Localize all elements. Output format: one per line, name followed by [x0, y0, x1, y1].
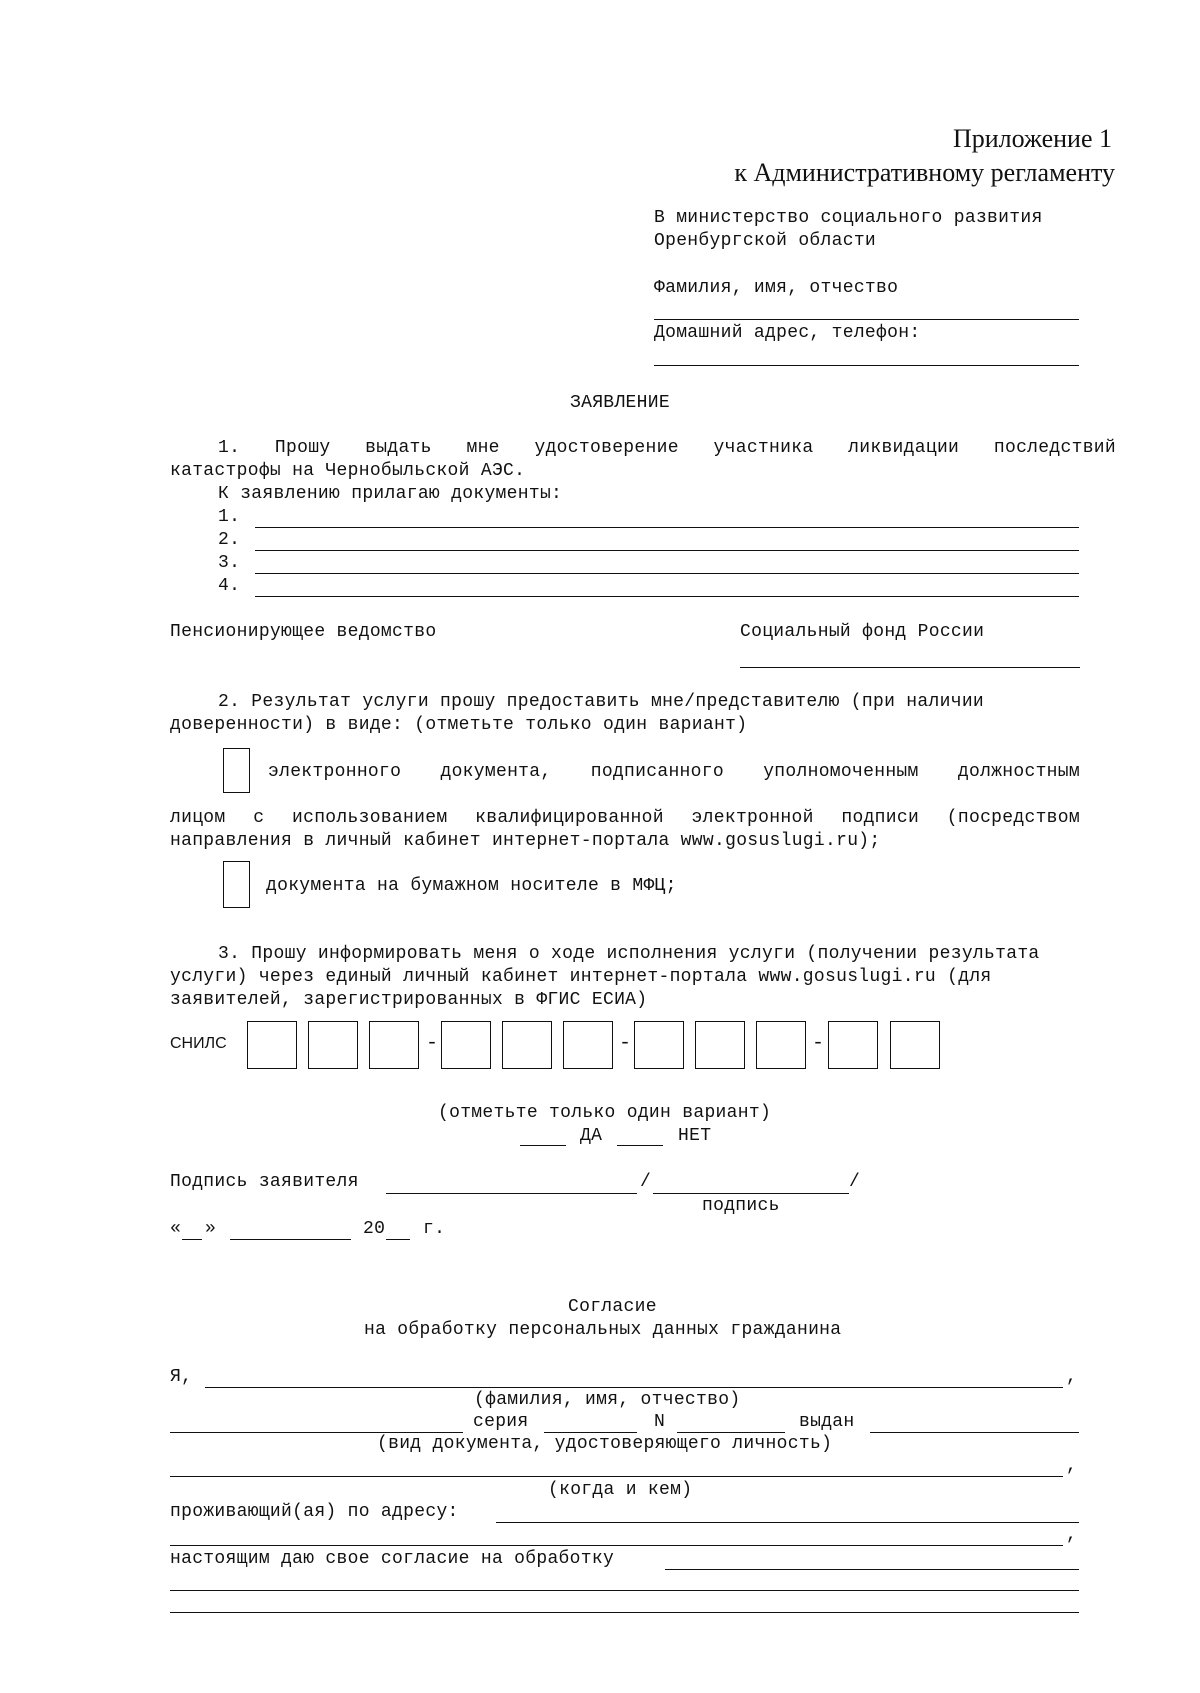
- home-address-line[interactable]: [654, 365, 1079, 366]
- doc-number-4: 4.: [218, 576, 241, 596]
- consent-issued-line[interactable]: [870, 1432, 1079, 1433]
- pension-label: Пенсионирующее ведомство: [170, 622, 437, 642]
- date-close-quote: »: [205, 1219, 217, 1239]
- date-year-suffix: г.: [423, 1219, 446, 1239]
- consent-address-comma: ,: [1066, 1525, 1078, 1545]
- electronic-doc-checkbox[interactable]: [223, 748, 250, 793]
- option-electronic-line1: электронного документа, подписанного уполномоченным должностным: [268, 762, 1080, 782]
- snils-separator-3: -: [812, 1032, 825, 1055]
- option-paper: документа на бумажном носителе в МФЦ;: [266, 876, 677, 896]
- appendix-number: Приложение 1: [952, 124, 1112, 153]
- snils-digit-8[interactable]: [695, 1021, 745, 1069]
- doc-line-4[interactable]: [255, 596, 1079, 597]
- no-option: НЕТ: [678, 1126, 712, 1146]
- paper-doc-checkbox[interactable]: [223, 861, 250, 908]
- fio-line[interactable]: [654, 319, 1079, 320]
- appendix-reference: к Административному регламенту: [734, 158, 1115, 187]
- consent-address-line-1[interactable]: [496, 1522, 1079, 1523]
- home-address-label: Домашний адрес, телефон:: [654, 323, 921, 343]
- item2-line1: 2. Результат услуги прошу предоставить мне/представителю (при наличии: [218, 692, 985, 712]
- consent-when-line[interactable]: [170, 1476, 1063, 1477]
- consent-address-label: проживающий(ая) по адресу:: [170, 1502, 459, 1522]
- consent-processing-line-1[interactable]: [665, 1569, 1079, 1570]
- doc-line-1[interactable]: [255, 527, 1079, 528]
- item3-line1: 3. Прошу информировать меня о ходе исполнения услуги (получении результата: [218, 944, 1040, 964]
- snils-digit-7[interactable]: [634, 1021, 684, 1069]
- consent-doc-caption: (вид документа, удостоверяющего личность): [377, 1434, 833, 1454]
- snils-digit-9[interactable]: [756, 1021, 806, 1069]
- item1-line2: катастрофы на Чернобыльской АЭС.: [170, 461, 526, 481]
- no-line[interactable]: [617, 1145, 663, 1146]
- doc-number-2: 2.: [218, 530, 241, 550]
- docs-label: К заявлению прилагаю документы:: [218, 484, 563, 504]
- doc-line-2[interactable]: [255, 550, 1079, 551]
- signature-slash-1: /: [640, 1172, 652, 1192]
- pension-value: Социальный фонд России: [740, 622, 985, 642]
- snils-digit-3[interactable]: [369, 1021, 419, 1069]
- snils-digit-2[interactable]: [308, 1021, 358, 1069]
- snils-digit-4[interactable]: [441, 1021, 491, 1069]
- addressee-line2: Оренбургской области: [654, 231, 877, 251]
- consent-processing-line-2[interactable]: [170, 1590, 1079, 1591]
- doc-number-1: 1.: [218, 507, 241, 527]
- date-month-line[interactable]: [230, 1239, 351, 1240]
- consent-number-line[interactable]: [677, 1432, 785, 1433]
- date-open-quote: «: [170, 1219, 182, 1239]
- signature-slash-2: /: [849, 1172, 861, 1192]
- date-year-prefix: 20: [363, 1219, 386, 1239]
- fio-label: Фамилия, имя, отчество: [654, 278, 899, 298]
- addressee-line1: В министерство социального развития: [654, 208, 1043, 228]
- item1-line1: 1. Прошу выдать мне удостоверение участника ликвидации последствий: [218, 438, 1116, 458]
- consent-when-comma: ,: [1066, 1456, 1078, 1476]
- consent-fio-caption: (фамилия, имя, отчество): [474, 1390, 741, 1410]
- consent-fio-comma: ,: [1066, 1367, 1078, 1387]
- snils-separator-1: -: [426, 1032, 439, 1055]
- choose-one-note: (отметьте только один вариант): [438, 1103, 772, 1123]
- snils-label: СНИЛС: [170, 1035, 227, 1052]
- yes-line[interactable]: [520, 1145, 566, 1146]
- yes-option: ДА: [580, 1126, 603, 1146]
- signature-name-line[interactable]: [653, 1193, 849, 1194]
- consent-fio-line[interactable]: [205, 1387, 1063, 1388]
- snils-digit-1[interactable]: [247, 1021, 297, 1069]
- snils-digit-5[interactable]: [502, 1021, 552, 1069]
- consent-doc-type-line[interactable]: [170, 1432, 463, 1433]
- snils-separator-2: -: [619, 1032, 632, 1055]
- snils-digit-11[interactable]: [890, 1021, 940, 1069]
- item3-line3: заявителей, зарегистрированных в ФГИС ЕСИА): [170, 990, 648, 1010]
- date-day-line[interactable]: [182, 1239, 202, 1240]
- option-electronic-line2: лицом с использованием квалифицированной электронной подписи (посредством: [170, 808, 1080, 828]
- snils-digit-10[interactable]: [828, 1021, 878, 1069]
- option-electronic-line3: направления в личный кабинет интернет-портала www.gosuslugi.ru);: [170, 831, 881, 851]
- page-title: ЗАЯВЛЕНИЕ: [570, 393, 670, 413]
- item2-line2: доверенности) в виде: (отметьте только один вариант): [170, 715, 748, 735]
- consent-processing-label: настоящим даю свое согласие на обработку: [170, 1549, 615, 1569]
- consent-when-caption: (когда и кем): [548, 1480, 693, 1500]
- applicant-signature-label: Подпись заявителя: [170, 1172, 359, 1192]
- item3-line2: услуги) через единый личный кабинет интернет-портала www.gosuslugi.ru (для: [170, 967, 992, 987]
- consent-subtitle: на обработку персональных данных гражданина: [364, 1320, 842, 1340]
- doc-number-3: 3.: [218, 553, 241, 573]
- date-year-line[interactable]: [386, 1239, 410, 1240]
- consent-title: Согласие: [568, 1297, 657, 1317]
- snils-digit-6[interactable]: [563, 1021, 613, 1069]
- consent-processing-line-3[interactable]: [170, 1612, 1079, 1613]
- pension-line: [740, 667, 1080, 668]
- doc-line-3[interactable]: [255, 573, 1079, 574]
- consent-i-label: Я,: [170, 1367, 193, 1387]
- consent-address-line-2[interactable]: [170, 1545, 1063, 1546]
- signature-line[interactable]: [386, 1193, 637, 1194]
- signature-caption: подпись: [702, 1196, 780, 1216]
- consent-number-label: N: [654, 1412, 666, 1432]
- consent-series-label: серия: [473, 1412, 529, 1432]
- consent-series-line[interactable]: [544, 1432, 637, 1433]
- consent-issued-label: выдан: [799, 1412, 855, 1432]
